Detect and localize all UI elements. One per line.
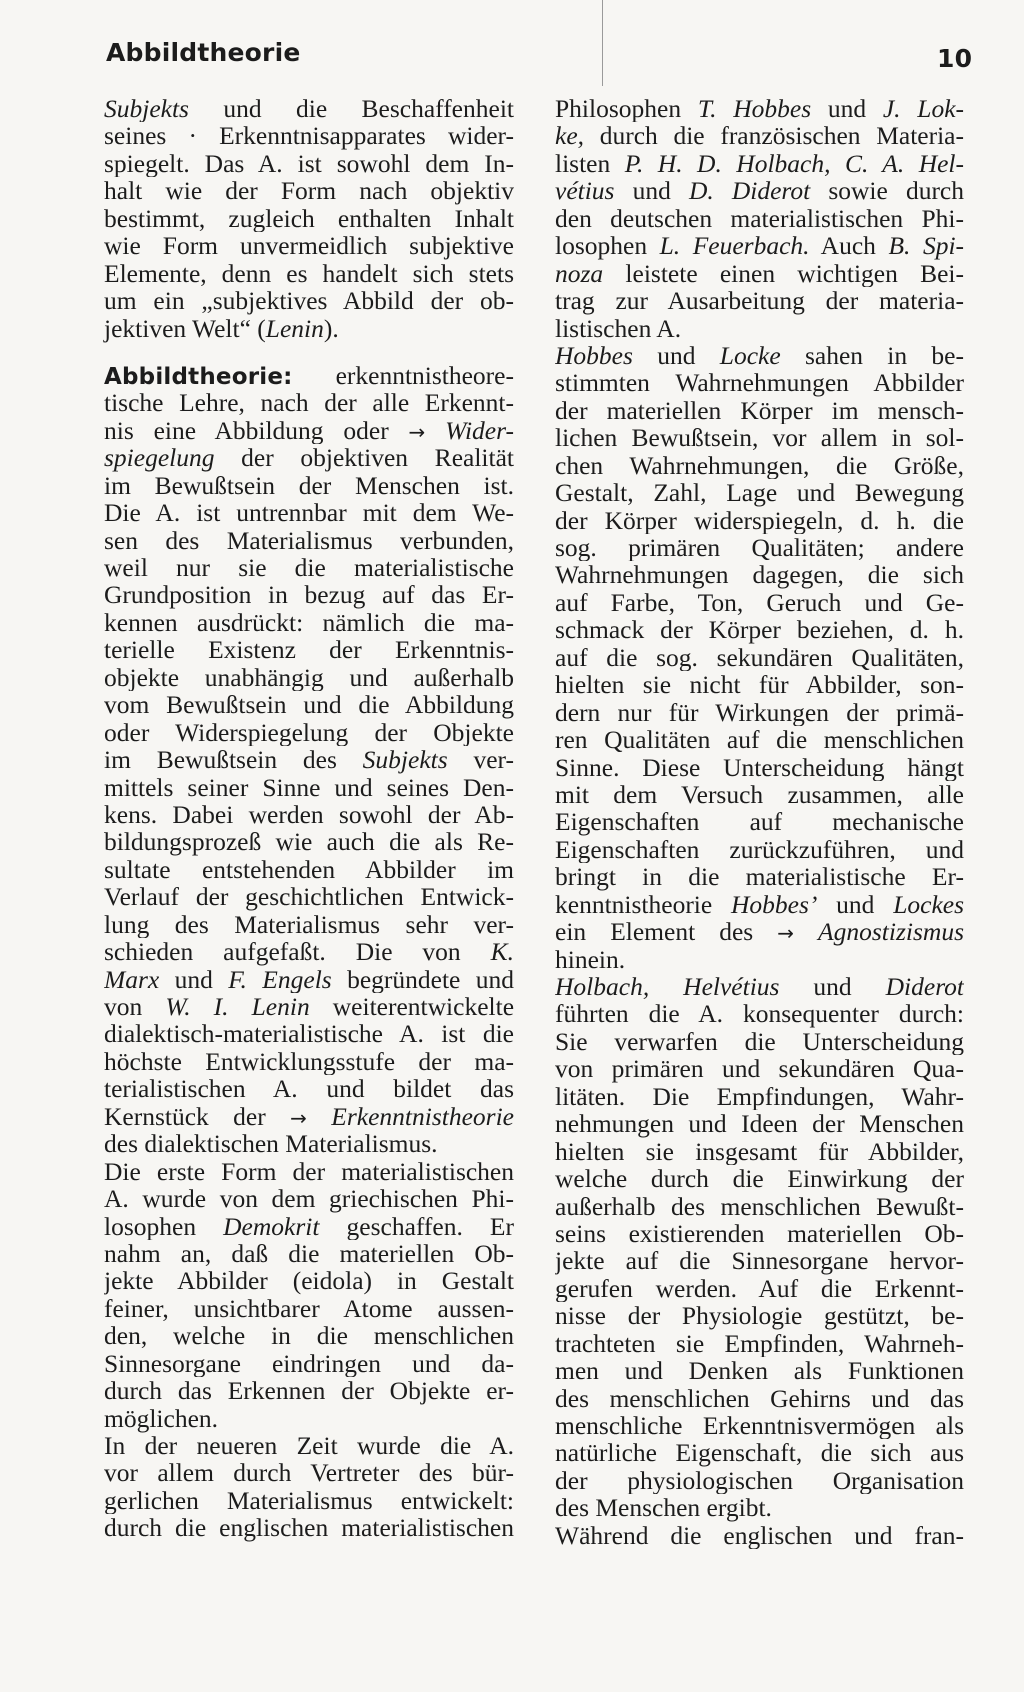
text-line: kenntnistheorie Hobbes’ und Lockes xyxy=(555,890,964,919)
text-line: um ein „subjektives Abbild der ob- xyxy=(104,287,514,315)
text-line: außerhalb des menschlichen Bewußt- xyxy=(555,1192,964,1220)
text-line: losophen Demokrit geschaffen. Er xyxy=(104,1212,514,1240)
text-line: den, welche in die menschlichen xyxy=(104,1322,514,1350)
text-line: Sie verwarfen die Unterscheidung xyxy=(555,1027,964,1056)
text-line: schmack der Körper beziehen, d. h. xyxy=(555,616,964,644)
text-line: stimmten Wahrnehmungen Abbilder xyxy=(555,369,964,397)
text-line: dialektisch-materialistische A. ist die xyxy=(104,1020,514,1048)
page-fold-mark xyxy=(602,0,603,86)
text-line: seins existierenden materiellen Ob- xyxy=(555,1219,964,1248)
see-also-arrow-icon: → xyxy=(408,419,426,444)
text-line: lung des Materialismus sehr ver- xyxy=(104,910,514,939)
text-line: dern nur für Wirkungen der primä- xyxy=(555,698,964,727)
text-line: nisse der Physiologie gestützt, be- xyxy=(555,1302,964,1330)
text-line: Sinnesorgane eindringen und da- xyxy=(104,1349,514,1378)
text-line: durch die englischen materialistischen xyxy=(104,1514,514,1542)
text-line: jektiven Welt“ (Lenin). xyxy=(104,313,339,343)
text-line: der materiellen Körper im mensch- xyxy=(555,396,964,425)
text-line: sog. primären Qualitäten; andere xyxy=(555,534,964,562)
text-line: des Menschen ergibt. xyxy=(555,1493,772,1523)
text-line: welche durch die Einwirkung der xyxy=(555,1165,964,1193)
text-line: litäten. Die Empfindungen, Wahr- xyxy=(555,1082,964,1111)
text-line: hinein. xyxy=(555,944,626,974)
text-line: führten die A. konsequenter durch: xyxy=(555,1000,964,1028)
text-line: Elemente, denn es handelt sich stets xyxy=(104,259,514,288)
running-head-title: Abbildtheorie xyxy=(106,38,301,67)
text-line: tische Lehre, nach der alle Erkennt- xyxy=(104,389,514,417)
text-line: nehmungen und Ideen der Menschen xyxy=(555,1110,964,1138)
text-line: natürliche Eigenschaft, die sich aus xyxy=(555,1439,964,1467)
text-line: bestimmt, zugleich enthalten Inhalt xyxy=(104,204,514,233)
text-line: des dialektischen Materialismus. xyxy=(104,1129,438,1159)
text-line: hielten sie insgesamt für Abbilder, xyxy=(555,1137,964,1166)
text-line: gerlichen Materialismus entwickelt: xyxy=(104,1486,514,1515)
text-line: bildungsprozeß wie auch die als Re- xyxy=(104,828,514,856)
see-also-arrow-icon: → xyxy=(777,921,794,946)
text-line: listen P. H. D. Holbach, C. A. Hel- xyxy=(555,149,964,178)
text-line: objekte unabhängig und außerhalb xyxy=(104,663,514,692)
text-line: den deutschen materialistischen Phi- xyxy=(555,204,964,233)
text-line: noza leistete einen wichtigen Bei- xyxy=(555,259,964,288)
text-line: auf die sog. sekundären Qualitäten, xyxy=(555,643,964,672)
paragraph-gap xyxy=(104,342,514,362)
text-line: oder Widerspiegelung der Objekte xyxy=(104,718,514,747)
text-line: im Bewußtsein des Subjekts ver- xyxy=(104,746,514,774)
text-line: listischen A. xyxy=(555,313,682,343)
text-line: Grundposition in bezug auf das Er- xyxy=(104,581,514,609)
text-line: Marx und F. Engels begründete und xyxy=(104,965,514,993)
text-line: lichen Bewußtsein, vor allem in sol- xyxy=(555,424,964,452)
text-line: von W. I. Lenin weiterentwickelte xyxy=(104,993,514,1021)
text-line: jekte auf die Sinnesorgane hervor- xyxy=(555,1247,964,1275)
text-line: ein Element des → Agnostizismus xyxy=(555,918,964,946)
text-line: seines · Erkenntnisapparates wider- xyxy=(104,122,514,150)
text-line: vétius und D. Diderot sowie durch xyxy=(555,177,964,205)
text-line: Die A. ist untrennbar mit dem We- xyxy=(104,499,514,527)
text-line: von primären und sekundären Qua- xyxy=(555,1055,964,1083)
text-line: men und Denken als Funktionen xyxy=(555,1357,964,1385)
text-line: gerufen werden. Auf die Erkennt- xyxy=(555,1274,964,1303)
text-line: mit dem Versuch zusammen, alle xyxy=(555,780,964,809)
text-line: losophen L. Feuerbach. Auch B. Spi- xyxy=(555,232,964,260)
text-line: chen Wahrnehmungen, die Größe, xyxy=(555,451,964,480)
text-line: Sinne. Diese Unterscheidung hängt xyxy=(555,753,964,781)
text-line: trachteten sie Empfinden, Wahrneh- xyxy=(555,1329,964,1358)
text-line: durch das Erkennen der Objekte er- xyxy=(104,1377,514,1405)
text-line: Wahrnehmungen dagegen, die sich xyxy=(555,561,964,589)
text-line: Während die englischen und fran- xyxy=(555,1521,964,1550)
left-column xyxy=(104,95,514,1542)
text-line: auf Farbe, Ton, Geruch und Ge- xyxy=(555,588,964,617)
text-line: halt wie der Form nach objektiv xyxy=(104,177,514,205)
text-line: Kernstück der → Erkenntnistheorie xyxy=(104,1102,514,1131)
text-line: Verlauf der geschichtlichen Entwick- xyxy=(104,883,514,911)
entry-headword: Abbildtheorie: xyxy=(104,363,293,390)
text-line: sultate entstehenden Abbilder im xyxy=(104,855,514,884)
text-line: mittels seiner Sinne und seines Den- xyxy=(104,773,514,801)
text-line: sen des Materialismus verbunden, xyxy=(104,526,514,554)
text-line: weil nur sie die materialistische xyxy=(104,554,514,582)
text-line: Subjekts und die Beschaffenheit xyxy=(104,95,514,123)
text-line: der physiologischen Organisation xyxy=(555,1466,964,1495)
text-line: möglichen. xyxy=(104,1403,219,1433)
text-line: kens. Dabei werden sowohl der Ab- xyxy=(104,800,514,829)
text-line: im Bewußtsein der Menschen ist. xyxy=(104,471,514,500)
right-column xyxy=(555,95,964,1549)
text-line: nahm an, daß die materiellen Ob- xyxy=(104,1239,514,1268)
text-line: hielten sie nicht für Abbilder, son- xyxy=(555,671,964,699)
text-line: trag zur Ausarbeitung der materia- xyxy=(555,287,964,315)
text-line: spiegelt. Das A. ist sowohl dem In- xyxy=(104,149,514,178)
text-line: Eigenschaften zurückzuführen, und xyxy=(555,835,964,864)
text-line: ke, durch die französischen Materia- xyxy=(555,122,964,150)
text-line: terielle Existenz der Erkenntnis- xyxy=(104,636,514,664)
text-line: jekte Abbilder (eidola) in Gestalt xyxy=(104,1267,514,1295)
text-line: In der neueren Zeit wurde die A. xyxy=(104,1432,514,1460)
text-line: Holbach, Helvétius und Diderot xyxy=(555,973,964,1001)
text-line: Die erste Form der materialistischen xyxy=(104,1157,514,1186)
text-line: vom Bewußtsein und die Abbildung xyxy=(104,691,514,719)
text-line: Hobbes und Locke sahen in be- xyxy=(555,341,964,370)
text-line: des menschlichen Gehirns und das xyxy=(555,1384,964,1412)
text-line: höchste Entwicklungsstufe der ma- xyxy=(104,1047,514,1076)
text-line: ren Qualitäten auf die menschlichen xyxy=(555,726,964,754)
text-line: Philosophen T. Hobbes und J. Lok- xyxy=(555,95,964,123)
entry-first-line-text: erkenntnistheore- xyxy=(292,361,514,390)
entry-first-line xyxy=(104,362,514,389)
text-line: kennen ausdrückt: nämlich die ma- xyxy=(104,608,514,637)
text-line: schieden aufgefaßt. Die von K. xyxy=(104,938,514,966)
see-also-arrow-icon: → xyxy=(290,1105,307,1130)
text-line: vor allem durch Vertreter des bür- xyxy=(104,1459,514,1487)
text-line: wie Form unvermeidlich subjektive xyxy=(104,232,514,260)
text-line: A. wurde von dem griechischen Phi- xyxy=(104,1185,514,1213)
text-line: Gestalt, Zahl, Lage und Bewegung xyxy=(555,479,964,507)
text-line: der Körper widerspiegeln, d. h. die xyxy=(555,506,964,534)
text-line: spiegelung der objektiven Realität xyxy=(104,444,514,472)
text-line: terialistischen A. und bildet das xyxy=(104,1075,514,1103)
text-line: Eigenschaften auf mechanische xyxy=(555,808,964,836)
text-line: bringt in die materialistische Er- xyxy=(555,863,964,891)
text-line: menschliche Erkenntnisvermögen als xyxy=(555,1412,964,1440)
text-line: nis eine Abbildung oder → Wider- xyxy=(104,416,514,445)
page-number: 10 xyxy=(937,44,973,73)
text-line: feiner, unsichtbarer Atome aussen- xyxy=(104,1294,514,1323)
